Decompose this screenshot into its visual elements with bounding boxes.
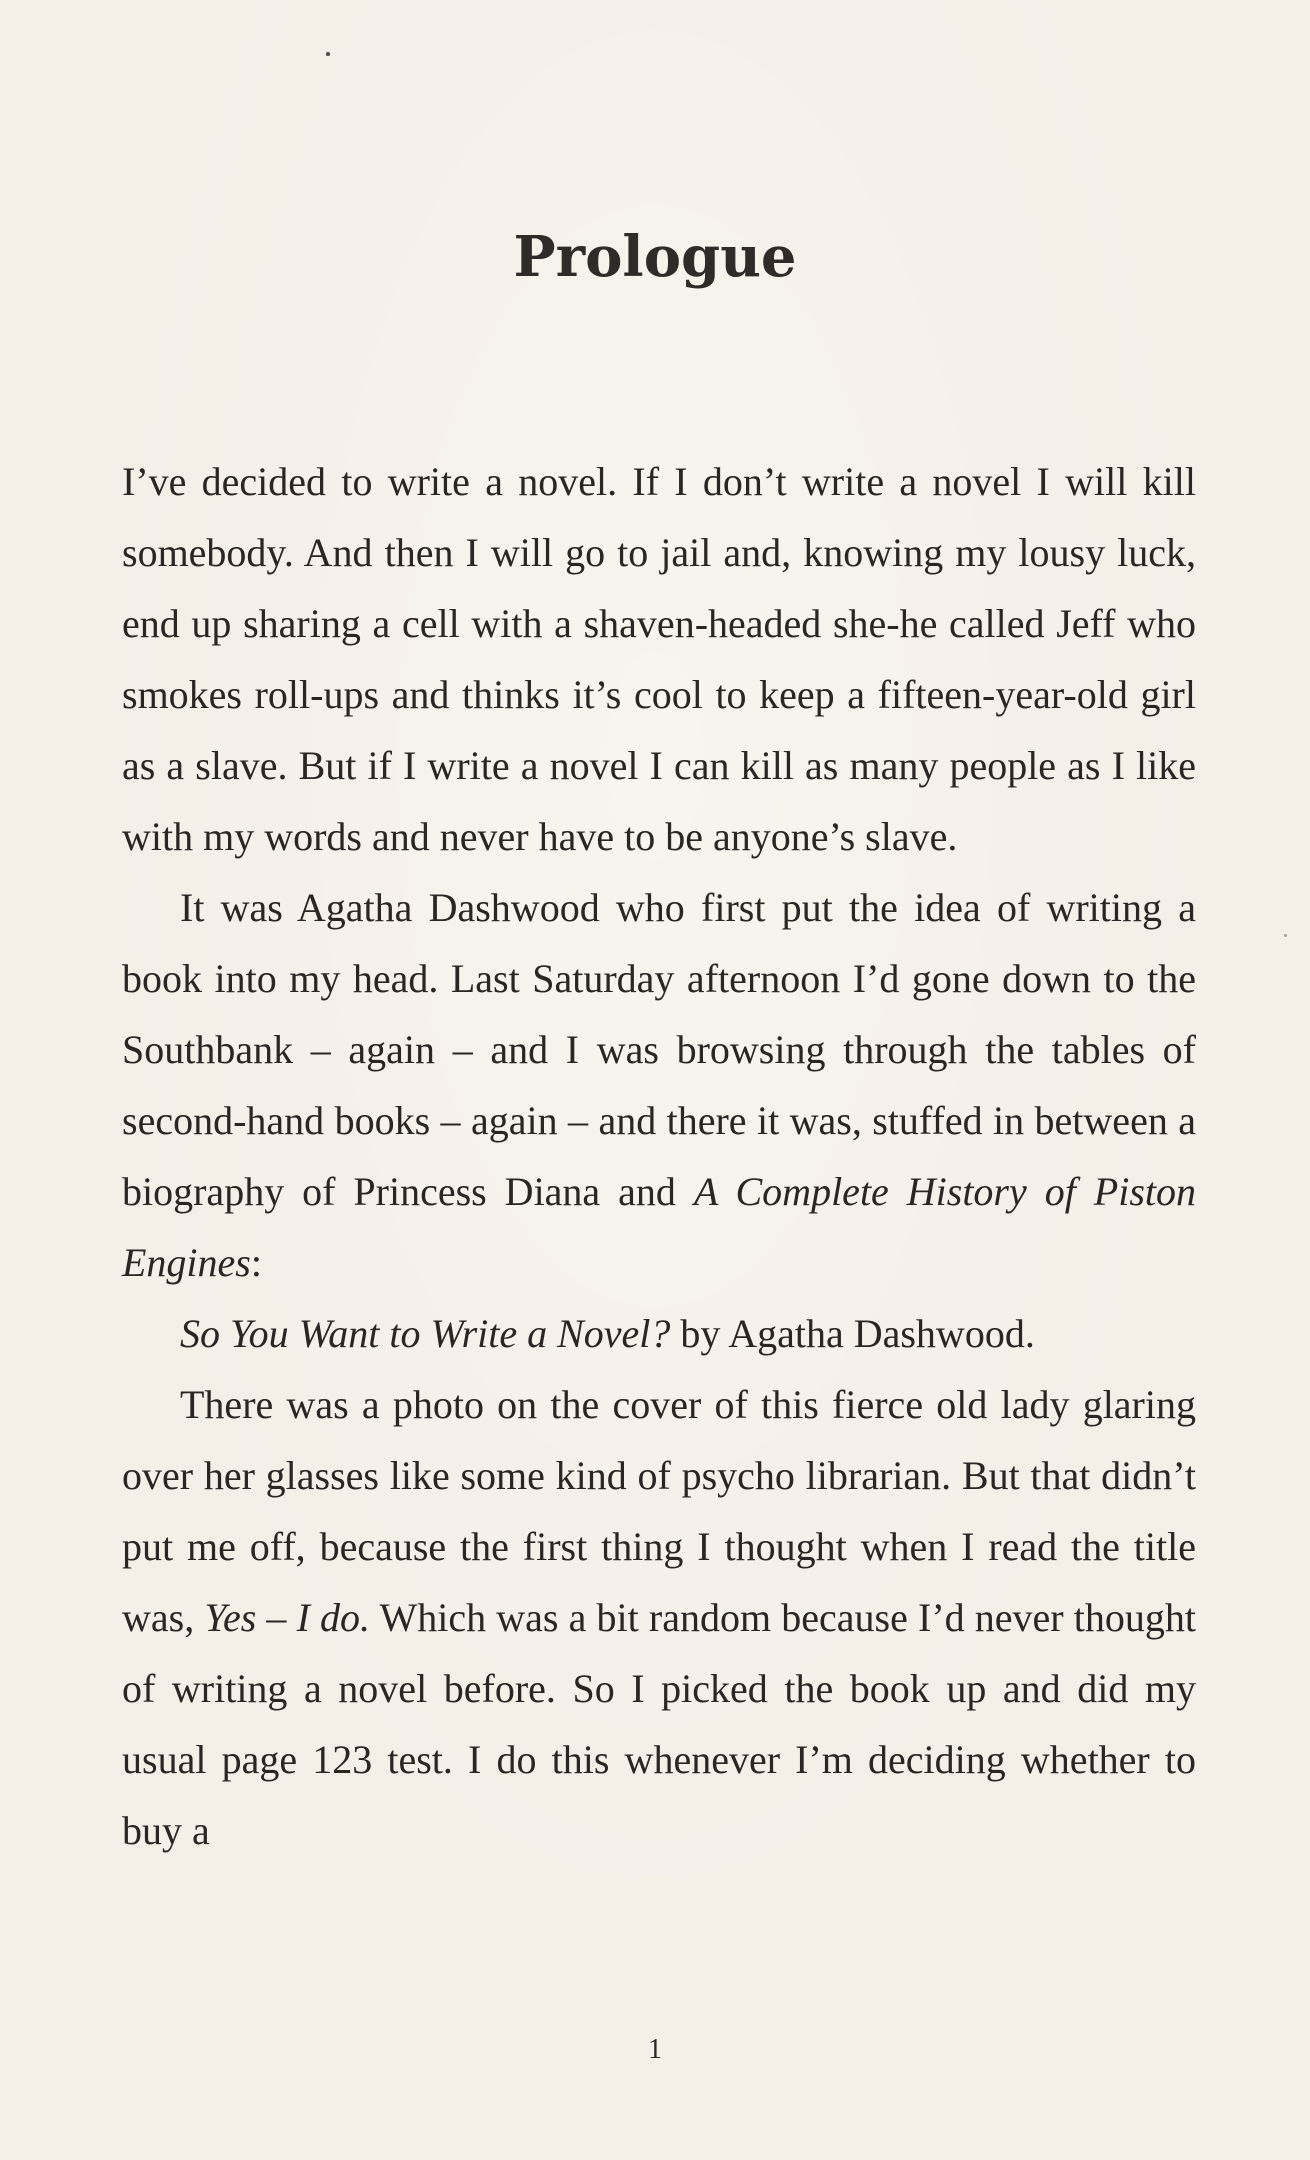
paragraph-2-text: It was Agatha Dashwood who first put the idea of writing a book into my head. Last Saturday afternoon I’d gone down to the Southbank – again – and I was browsing through the tables of second-hand books – again – and there it was, stuffed in between a biography of Princess Diana and <box>122 885 1196 1214</box>
book-title-piston-engines: A Complete History of Piston Engines <box>122 1169 1196 1285</box>
paragraph-1: I’ve decided to write a novel. If I don’t write a novel I will kill somebody. And then I will go to jail and, knowing my lousy luck, end up sharing a cell with a shaven-headed she-he called Jeff who smokes roll-ups and thinks it’s cool to keep a fifteen-year-old girl as a slave. But if I write a novel I can kill as many people as I like with my words and never have to be anyone’s slave. <box>122 459 1196 859</box>
paragraph-2-ending: : <box>250 1240 262 1285</box>
chapter-title: Prologue <box>513 224 797 290</box>
paragraph-4-emphasis: Yes – I do. <box>204 1595 371 1640</box>
paragraph-3 <box>122 1298 1196 1369</box>
paragraph-4 <box>122 1369 1196 1866</box>
paragraph-4-ending: Which was a bit random because I’d never thought of writing a novel before. So I picked the book up and did my usual page 123 test. I do this whenever I’m deciding whether to buy a <box>122 1595 1196 1853</box>
paragraph-4-text: There was a photo on the cover of this fierce old lady glaring over her glasses like some kind of psycho librarian. But that didn’t put me off, because the first thing I thought when I read the title was, <box>122 1382 1196 1640</box>
book-title-so-you-want: So You Want to Write a Novel? <box>180 1311 671 1356</box>
paper-speck <box>326 52 330 56</box>
paragraph-2 <box>122 872 1196 1298</box>
paragraph-3-text: by Agatha Dashwood. <box>670 1311 1035 1356</box>
body-text <box>122 446 1196 1866</box>
page-number: 1 <box>648 2034 662 2065</box>
paper-speck <box>1284 934 1287 937</box>
